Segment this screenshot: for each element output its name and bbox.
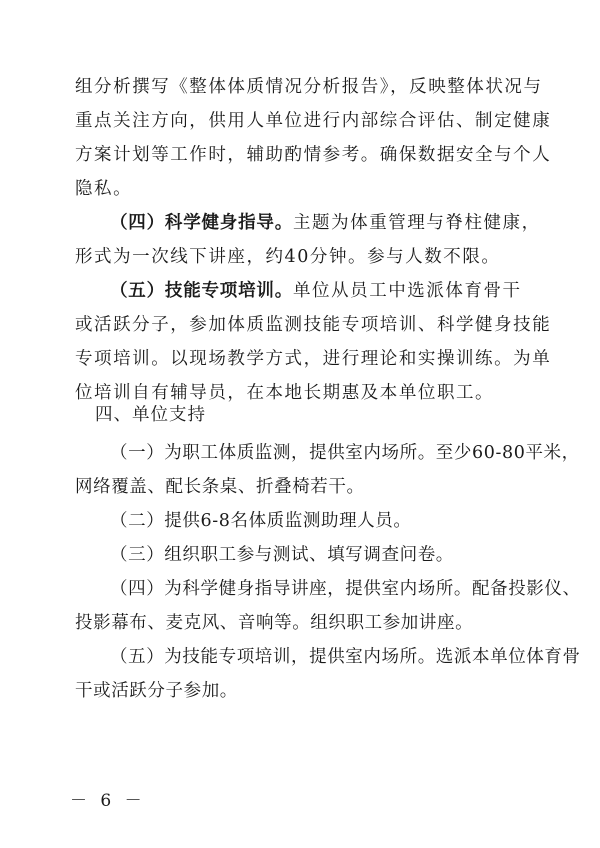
support-item-4: （四）为科学健身指导讲座，提供室内场所。配备投影仪、	[110, 579, 581, 599]
paragraph-line: 位培训自有辅导员，在本地长期惠及本单位职工。	[75, 383, 495, 403]
support-item-2: （二）提供6-8名体质监测助理人员。	[110, 511, 412, 531]
paragraph-line: 组分析撰写《整体体质情况分析报告》，反映整体状况与	[75, 77, 543, 97]
section-heading: 四、单位支持	[95, 405, 206, 425]
support-item-4-cont: 投影幕布、麦克风、音响等。组织职工参加讲座。	[75, 613, 474, 633]
skills-training-line	[110, 280, 522, 302]
support-item-1: （一）为职工体质监测，提供室内场所。至少60-80平米，	[110, 443, 580, 463]
support-item-3: （三）组织职工参与测试、填写调查问卷。	[110, 545, 454, 565]
fitness-guidance-line	[110, 212, 541, 234]
support-item-5: （五）为技能专项培训，提供室内场所。选派本单位体育骨	[110, 647, 581, 667]
paragraph-line: 隐私。	[75, 179, 133, 199]
fitness-guidance-heading: （四）科学健身指导。	[110, 213, 293, 233]
paragraph-line: 方案计划等工作时，辅助酌情参考。确保数据安全与个人	[75, 145, 552, 165]
support-item-5-cont: 干或活跃分子参加。	[75, 681, 238, 701]
skills-training-heading: （五）技能专项培训。	[110, 281, 293, 301]
paragraph-line: 专项培训。以现场教学方式，进行理论和实操训练。为单	[75, 349, 552, 369]
paragraph-line: 或活跃分子，参加体质监测技能专项培训、科学健身技能	[75, 315, 552, 335]
fitness-guidance-text: 主题为体重管理与脊柱健康，	[293, 213, 541, 233]
paragraph-line: 重点关注方向，供用人单位进行内部综合评估、制定健康	[75, 111, 552, 131]
paragraph-line: 形式为一次线下讲座，约40分钟。参与人数不限。	[75, 247, 501, 267]
page-number: － 6 －	[70, 791, 146, 811]
support-item-1-cont: 网络覆盖、配长条桌、折叠椅若干。	[75, 477, 365, 497]
skills-training-text: 单位从员工中选派体育骨干	[293, 281, 522, 301]
